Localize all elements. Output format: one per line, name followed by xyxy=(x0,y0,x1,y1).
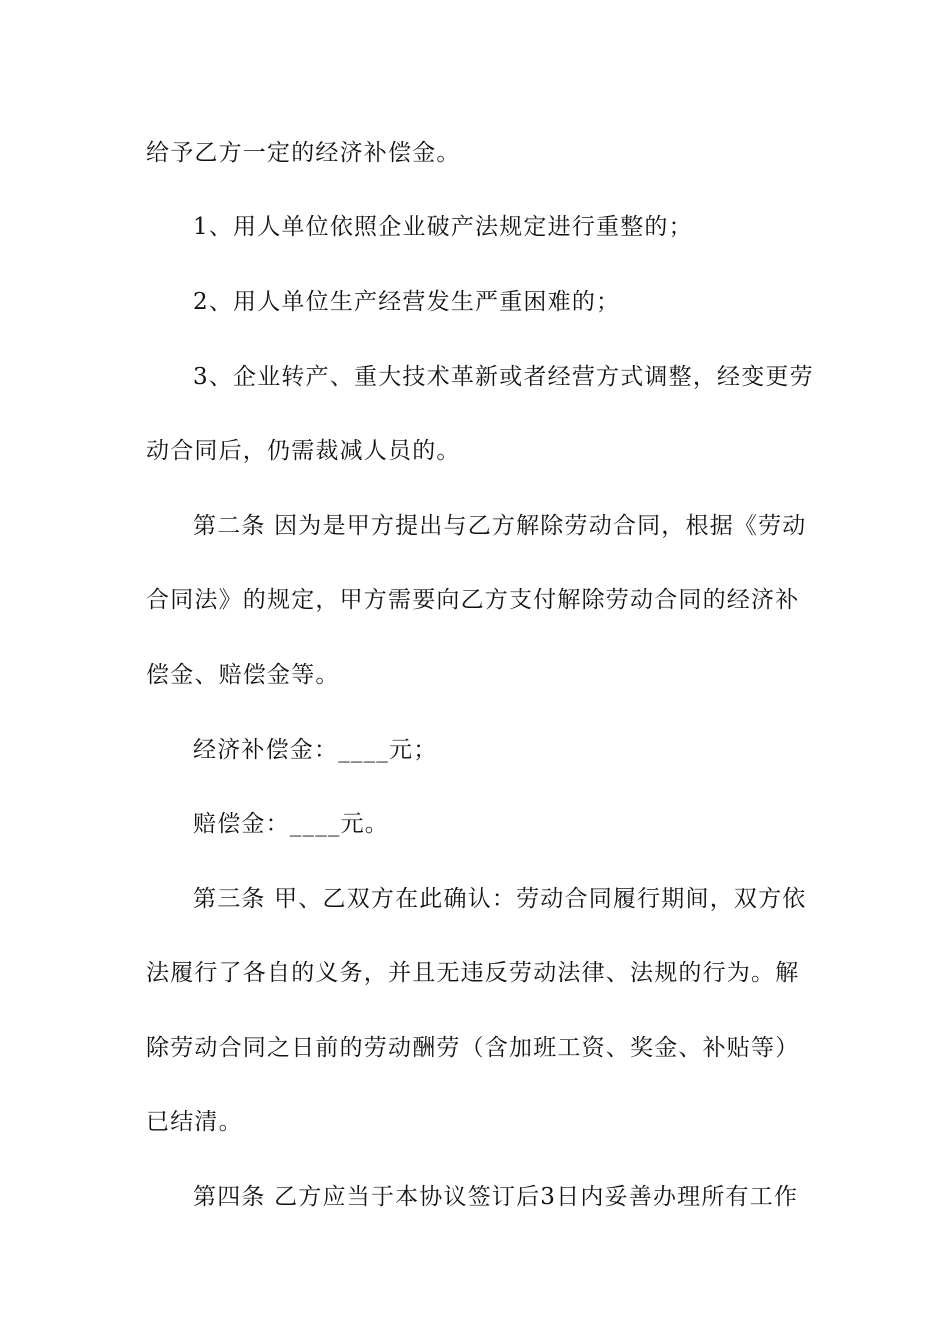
text-line: 动合同后，仍需裁减人员的。 xyxy=(146,438,461,464)
text-line: 第四条 乙方应当于本协议签订后3日内妥善办理所有工作 xyxy=(193,1184,799,1210)
text-line: 3、企业转产、重大技术革新或者经营方式调整，经变更劳 xyxy=(193,364,814,390)
text-line: 2、用人单位生产经营发生严重困难的； xyxy=(193,289,621,315)
text-line: 给予乙方一定的经济补偿金。 xyxy=(146,140,461,166)
text-line: 除劳动合同之日前的劳动酬劳（含加班工资、奖金、补贴等） xyxy=(146,1035,800,1061)
text-line: 第三条 甲、乙双方在此确认：劳动合同履行期间，双方依 xyxy=(193,886,807,912)
text-line: 1、用人单位依照企业破产法规定进行重整的； xyxy=(193,214,693,240)
text-line: 赔偿金：____元。 xyxy=(193,811,389,837)
text-line: 已结清。 xyxy=(146,1109,243,1135)
text-line: 合同法》的规定，甲方需要向乙方支付解除劳动合同的经济补 xyxy=(146,587,800,613)
text-line: 经济补偿金：____元； xyxy=(193,737,438,763)
text-line: 法履行了各自的义务，并且无违反劳动法律、法规的行为。解 xyxy=(146,960,800,986)
text-line: 第二条 因为是甲方提出与乙方解除劳动合同，根据《劳动 xyxy=(193,513,807,539)
text-line: 偿金、赔偿金等。 xyxy=(146,662,340,688)
